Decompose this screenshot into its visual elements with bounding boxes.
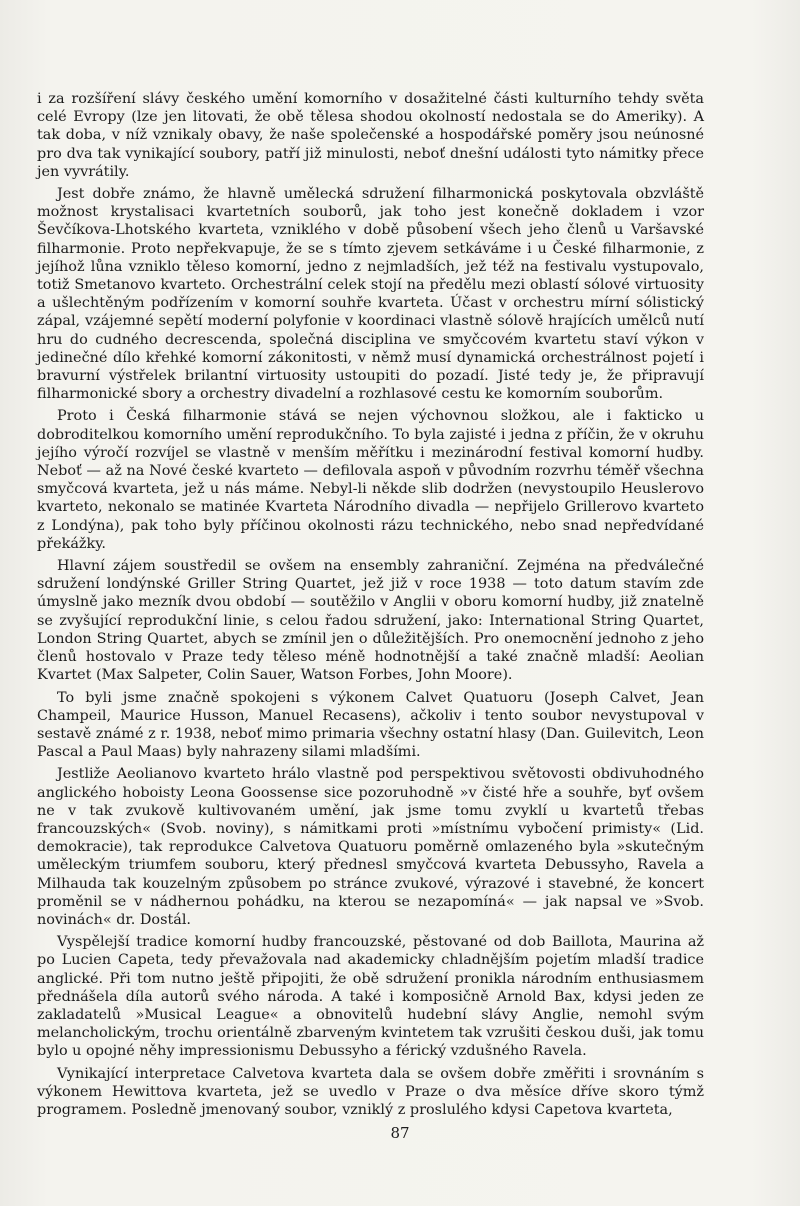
paragraph-8: Vynikající interpretace Calvetova kvarteta dala se ovšem dobře změřiti i srovnáním s výkonem Hewittova kvarteta, jež se uvedlo v Praze o dva měsíce dříve skoro týmž programem. Posledně jmenovaný soubor, vzniklý z proslulého kdysi Capetova kvarteta,: [37, 1065, 704, 1118]
body-text: [37, 90, 704, 1123]
paragraph-1: i za rozšíření slávy českého umění komorního v dosažitelné části kulturního tehdy světa celé Evropy (lze jen litovati, že obě tělesa shodou okolností nedostala se do Ameriky). A tak doba, v níž vznikaly obavy, že naše společenské a hospodářské poměry jsou neúnosné pro dva tak vynikající soubory, patří již minulosti, neboť dnešní události tyto námitky přece jen vyvrátily.: [37, 91, 704, 180]
paragraph-4: Hlavní zájem soustředil se ovšem na ensembly zahraniční. Zejména na předválečné sdružení londýnské Griller String Quartet, jež již v roce 1938 — toto datum stavím zde úmyslně jako mezník dvou období — soutěžilo v Anglii v oboru komorní hudby, již znatelně se zvyšující reprodukční linie, s celou řadou sdružení, jako: International String Quartet, London String Quartet, abych se zmínil jen o důležitějších. Pro onemocnění jednoho z jeho členů hostovalo v Praze tedy těleso méně hodnotnější a také značně mladší: Aeolian Kvartet (Max Salpeter, Colin Sauer, Watson Forbes, John Moore).: [37, 558, 704, 684]
paragraph-5: To byli jsme značně spokojeni s výkonem Calvet Quatuoru (Joseph Calvet, Jean Champeil, Maurice Husson, Manuel Recasens), ačkoliv i tento soubor nevystupoval v sestavě známé z r. 1938, neboť mimo primaria všechny ostatní hlasy (Dan. Guilevitch, Leon Pascal a Paul Maas) byly nahrazeny silami mladšími.: [37, 689, 704, 761]
paragraph-2: Jest dobře známo, že hlavně umělecká sdružení filharmonická poskytovala obzvláště možnost krystalisaci kvartetních souborů, jak toho jest konečně dokladem i vzor Ševčíkova-Lhotského kvarteta, vzniklého v době působení všech jeho členů u Varšavské filharmonie. Proto nepřekvapuje, že se s tímto zjevem setkáváme i u České filharmonie, z jejíhož lůna vzniklo těleso komorní, jedno z nejmladších, jež též na festivalu vystupovalo, totiž Smetanovo kvarteto. Orchestrální celek stojí na předělu mezi oblastí sólové virtuosity a ušlechtěným podřízením v komorní souhře kvarteta. Účast v orchestru mírní sólistický zápal, vzájemné sepětí moderní polyfonie v koordinaci vlastně sólově hrajících umělců nutí hru do cudného decrescenda, společná disciplina ve smyčcovém kvartetu staví výkon v jedinečné dílo křehké komorní zákonitosti, v němž musí dynamická orchestrálnost pojetí i bravurní výstřelek brilantní virtuosity ustoupiti do pozadí. Jisté tedy je, že připravují filharmonické sbory a orchestry divadelní a rozhlasové cestu ke komorním souborům.: [37, 186, 704, 403]
paragraph-3: Proto i Česká filharmonie stává se nejen výchovnou složkou, ale i fakticko u dobroditelkou komorního umění reprodukčního. To byla zajisté i jedna z příčin, že v okruhu jejího výročí rozvíjel se vlastně v menším měřítku i mezinárodní festival komorní hudby. Neboť — až na Nové české kvarteto — defilovala aspoň v původním rozvrhu téměř všechna smyčcová kvarteta, jež u nás máme. Nebyl-li někde slib dodržen (nevystoupilo Heuslerovo kvarteto, nekonalo se matinée Kvarteta Národního divadla — nepřijelo Grillerovo kvarteto z Londýna), pak toho byly příčinou okolnosti rázu technického, nebo snad nepředvídané překážky.: [37, 408, 704, 552]
paragraph-7: Vyspělejší tradice komorní hudby francouzské, pěstované od dob Baillota, Maurina až po Lucien Capeta, tedy převažovala nad akademicky chladnějším pojetím mladší tradice anglické. Při tom nutno ještě připojiti, že obě sdružení pronikla národním enthusiasmem přednášela díla autorů svého národa. A také i komposičně Arnold Bax, kdysi jeden ze zakladatelů »Musical League« a obnovitelů hudební slávy Anglie, nemohl svým melancholickým, trochu orientálně zbarveným kvintetem tak vzrušiti českou duši, jak tomu bylo u opojné něhy impressionismu Debussyho a férický vzdušného Ravela.: [37, 934, 704, 1060]
paragraph-6: Jestliže Aeolianovo kvarteto hrálo vlastně pod perspektivou světovosti obdivuhodného anglického hoboisty Leona Goossense sice pozoruhodně »v čisté hře a souhře, byť ovšem ne v tak zvukově kultivovaném umění, jak jsme tomu zvyklí u kvartetů třebas francouzských« (Svob. noviny), s námitkami proti »místnímu vybočení primisty« (Lid. demokracie), tak reprodukce Calvetova Quatuoru poměrně omlazeného byla »skutečným uměleckým triumfem souboru, který přednesl smyčcová kvarteta Debussyho, Ravela a Milhauda tak kouzelným způsobem po stránce zvukové, výrazové i stavebné, že koncert proměnil se v nádhernou pohádku, na kterou se nezapomíná« — jak napsal ve »Svob. novinách« dr. Dostál.: [37, 766, 704, 928]
page-number: 87: [390, 1124, 410, 1142]
